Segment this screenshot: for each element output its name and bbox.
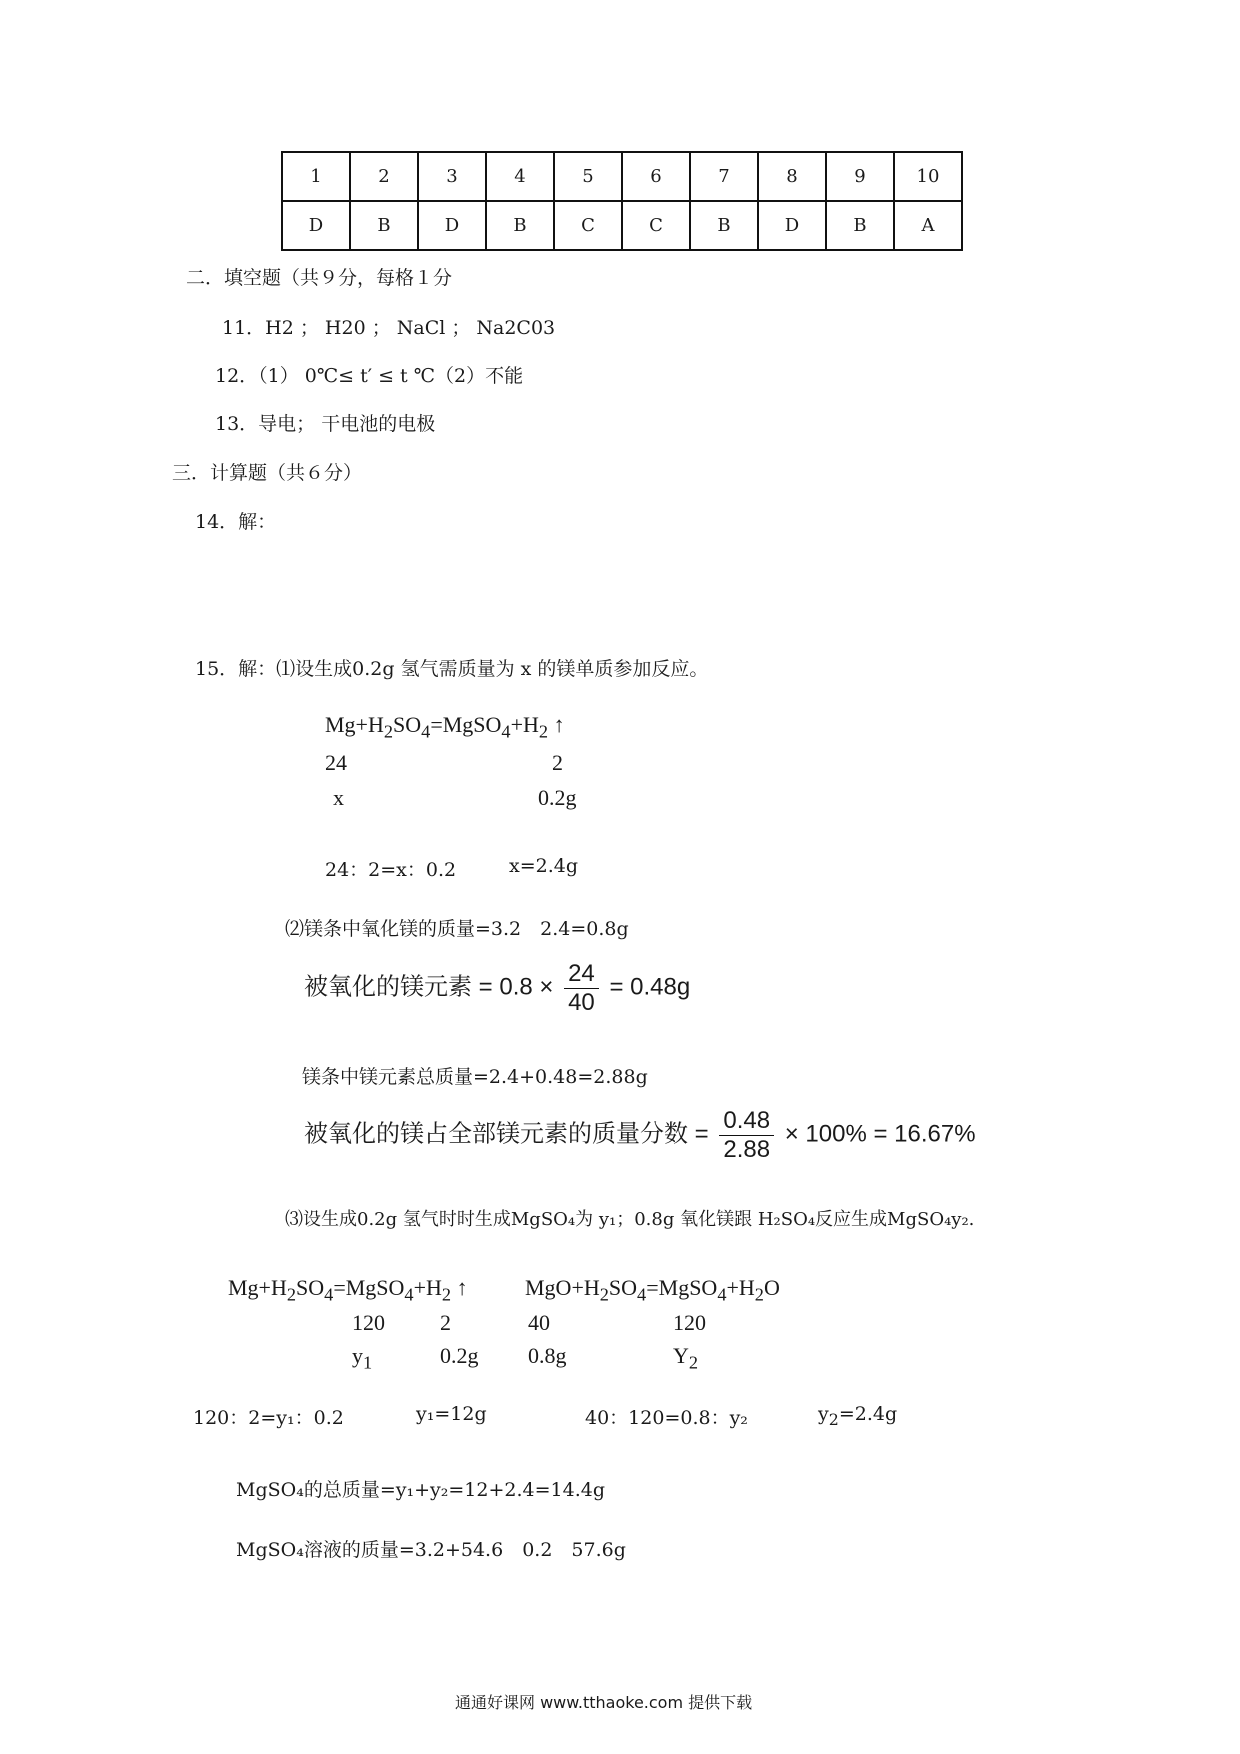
formula-mass-fraction: 被氧化的镁占全部镁元素的质量分数 = $\frac{0.48}{2.88}$ × 100% = 16.67%: [304, 1107, 976, 1163]
table-cell: 2: [350, 152, 418, 201]
ratio-2-result: y₁=12g: [416, 1403, 487, 1425]
table-cell: C: [554, 201, 622, 250]
table-cell: 1: [282, 152, 350, 201]
ratio-1: 24：2=x：0.2: [325, 859, 457, 881]
total-mgso4-mass: MgSO₄的总质量=y₁+y₂=12+2.4=14.4g: [236, 1479, 605, 1501]
formula-result: × 100% = 16.67%: [784, 1120, 976, 1148]
question-11: 11．H2 ； H20 ； NaCl ； Na2C03: [222, 317, 556, 339]
table-cell: C: [622, 201, 690, 250]
table-cell: D: [758, 201, 826, 250]
arrow-up-icon: ↑: [553, 712, 565, 737]
mass-value: 0.8g: [528, 1343, 567, 1368]
formula-label: 被氧化的镁元素: [304, 973, 472, 1001]
table-cell: 5: [554, 152, 622, 201]
part-2: ⑵镁条中氧化镁的质量=3.2 2.4=0.8g: [285, 918, 629, 940]
variable-y1: $y_1$: [352, 1343, 373, 1373]
table-cell: B: [350, 201, 418, 250]
table-cell: 7: [690, 152, 758, 201]
fraction-numerator: 0.48: [719, 1107, 774, 1136]
footer-text: 通通好课网 www.tthaoke.com 提供下载: [455, 1693, 753, 1712]
table-cell: D: [418, 201, 486, 250]
molar-mass: 120: [352, 1310, 385, 1335]
table-cell: B: [486, 201, 554, 250]
question-12: 12．（1） 0℃≤ t′ ≤ t ℃（2）不能: [215, 365, 524, 387]
answer-table: [281, 151, 963, 251]
fraction-numerator: 24: [564, 960, 599, 989]
formula-text: = 0.8 ×: [478, 973, 554, 1001]
formula-oxidized-mg: [304, 960, 690, 1016]
variable-y2: $Y_2$: [673, 1343, 699, 1373]
solution-mass: MgSO₄溶液的质量=3.2+54.6 0.2 57.6g: [236, 1539, 626, 1561]
reaction-equation-1: $Mg+H_2SO_4=MgSO_4+H_2$ ↑: [325, 712, 565, 742]
molar-mass-h2: 2: [552, 750, 563, 775]
total-mg-mass: 镁条中镁元素总质量=2.4+0.48=2.88g: [302, 1066, 648, 1088]
formula-label: 被氧化的镁占全部镁元素的质量分数: [304, 1120, 688, 1148]
ratio-3-result: $y_2=2.4g$: [818, 1403, 898, 1429]
table-cell: B: [826, 201, 894, 250]
question-13: 13．导电； 干电池的电极: [215, 413, 436, 435]
ratio-2: 120：2=y₁：0.2: [193, 1407, 344, 1429]
answer-table-answer-row: [282, 201, 962, 250]
molar-mass: 120: [673, 1310, 706, 1335]
table-cell: 10: [894, 152, 962, 201]
fraction-denominator: 2.88: [723, 1135, 771, 1163]
table-cell: D: [282, 201, 350, 250]
unknown-x: x: [333, 785, 344, 810]
table-cell: 6: [622, 152, 690, 201]
reaction-equation-3: $MgO+H_2SO_4=MgSO_4+H_2O$: [525, 1275, 780, 1305]
arrow-up-icon: ↑: [456, 1275, 468, 1300]
fraction-denominator: 40: [568, 988, 595, 1016]
section3-heading: 三．计算题（共６分）: [172, 462, 363, 484]
question-14: 14．解：: [195, 511, 277, 533]
table-cell: 8: [758, 152, 826, 201]
reaction-equation-2: $Mg+H_2SO_4=MgSO_4+H_2$ ↑: [228, 1275, 468, 1305]
table-cell: B: [690, 201, 758, 250]
table-cell: 9: [826, 152, 894, 201]
molar-mass-mg: 24: [325, 750, 347, 775]
part-3: ⑶设生成0.2g 氢气时时生成MgSO₄为 y₁；0.8g 氧化镁跟 H₂SO₄反应生成MgSO₄y₂.: [285, 1209, 975, 1230]
molar-mass: 2: [440, 1310, 451, 1335]
formula-result: = 0.48g: [609, 973, 691, 1001]
ratio-1-result: x=2.4g: [509, 855, 579, 877]
fraction: [564, 960, 599, 1016]
molar-mass: 40: [528, 1310, 550, 1335]
table-cell: 3: [418, 152, 486, 201]
table-cell: A: [894, 201, 962, 250]
fraction: [719, 1107, 774, 1163]
mass-value: 0.2g: [440, 1343, 479, 1368]
mass-h2: 0.2g: [538, 785, 577, 810]
section2-heading: 二．填空题（共９分，每格１分: [186, 267, 453, 289]
answer-table-number-row: [282, 152, 962, 201]
question-15-intro: 15．解：⑴设生成0.2g 氢气需质量为 x 的镁单质参加反应。: [195, 658, 709, 680]
ratio-3: 40：120=0.8：y₂: [585, 1407, 748, 1429]
table-cell: 4: [486, 152, 554, 201]
